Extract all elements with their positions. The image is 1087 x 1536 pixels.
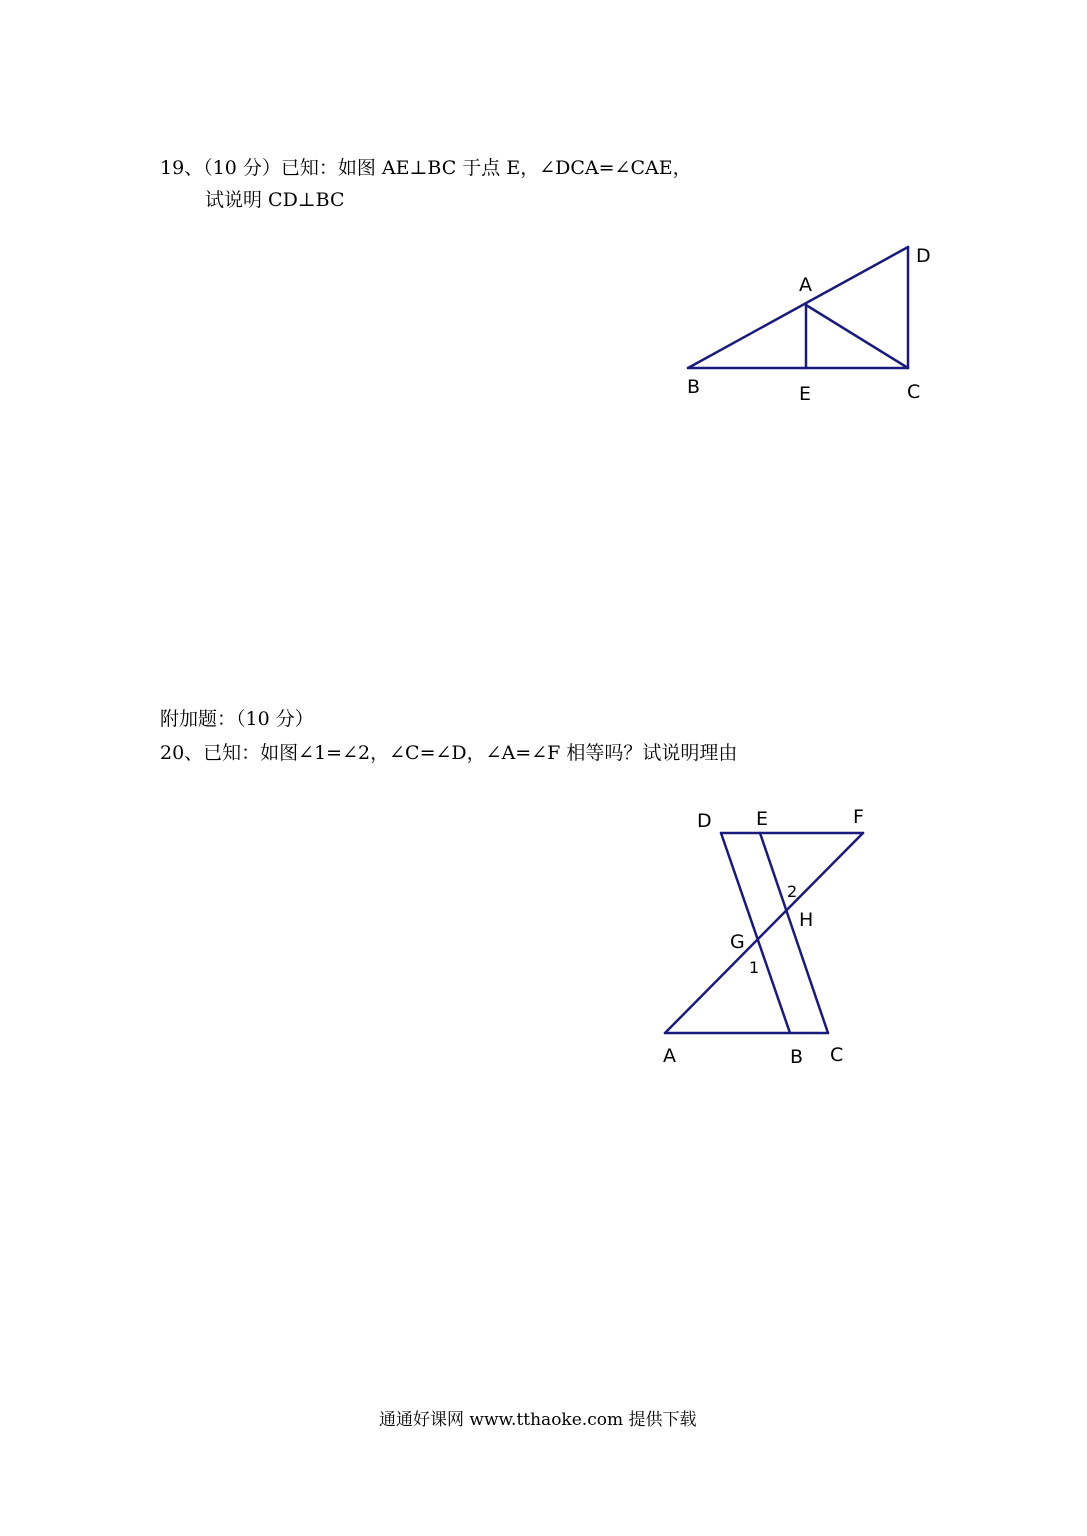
angle-label-1: 1 <box>749 958 760 977</box>
point-label-B: B <box>790 1046 804 1068</box>
question-19-figure <box>660 230 960 420</box>
point-label-H: H <box>799 909 814 931</box>
segment-AC <box>806 305 908 368</box>
point-label-A: A <box>663 1045 676 1067</box>
point-label-D: D <box>697 810 712 832</box>
point-label-C: C <box>907 381 921 403</box>
point-label-B: B <box>687 376 701 398</box>
question-19-task: 试说明 CD⊥BC <box>205 189 345 211</box>
angle-label-2: 2 <box>787 882 798 901</box>
segment-AF <box>665 833 863 1033</box>
question-20-text: 20、已知：如图∠1=∠2，∠C=∠D，∠A=∠F 相等吗？试说明理由 <box>160 742 738 764</box>
question-20-figure <box>640 795 890 1085</box>
point-label-C: C <box>830 1044 844 1066</box>
segment-EC <box>760 833 828 1033</box>
point-label-G: G <box>730 931 745 953</box>
point-label-F: F <box>853 806 864 828</box>
point-label-E: E <box>756 808 769 830</box>
question-19-text: 19、（10 分）已知：如图 AE⊥BC 于点 E，∠DCA=∠CAE， <box>160 157 692 179</box>
point-label-E: E <box>799 383 812 405</box>
footer-source: 通通好课网 www.tthaoke.com 提供下载 <box>379 1410 697 1430</box>
bonus-heading: 附加题：（10 分） <box>160 708 314 730</box>
point-label-D: D <box>916 245 931 267</box>
segment-BD <box>688 247 908 368</box>
point-label-A: A <box>799 274 812 296</box>
